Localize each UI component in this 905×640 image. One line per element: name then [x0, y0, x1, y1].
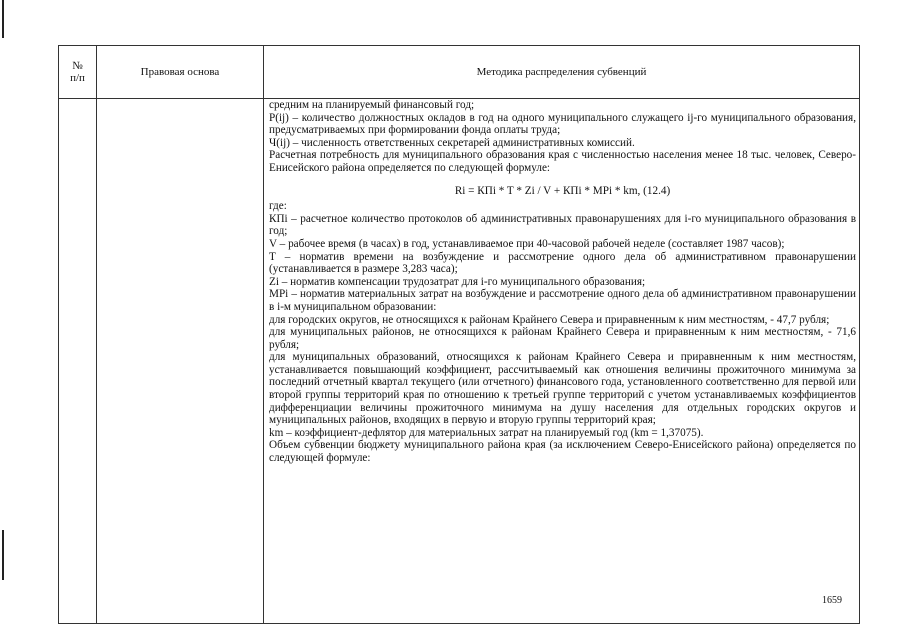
text-line: Ч(ij) – численность ответственных секретарей административных комиссий.: [269, 136, 635, 149]
page-number: 1659: [822, 595, 842, 606]
header-number: [59, 46, 97, 99]
text-line: P(ij) – количество должностных окладов в год на одного муниципального служащего ij-го муниципального образования, предусматриваемых при формировании фонда оплаты труда;: [269, 111, 856, 137]
header-number-line1: №: [72, 60, 83, 72]
text-line: КПi – расчетное количество протоколов об административных правонарушениях для i-го муниципального образования в год;: [269, 212, 856, 238]
cell-number: [59, 99, 97, 624]
methodology-text: [264, 99, 859, 465]
text-line: km – коэффициент-дефлятор для материальных затрат на планируемый год (km = 1,37075).: [269, 426, 704, 439]
table-header-row: [59, 46, 860, 99]
cell-methodology: [264, 99, 860, 624]
scan-edge-mark: [2, 0, 4, 38]
text-line: MPi – норматив материальных затрат на возбуждение и рассмотрение одного дела об административном правонарушении в i-м муниципальном образовании:: [269, 288, 856, 313]
text-line: где:: [269, 200, 287, 213]
text-line: Расчетная потребность для муниципального образования края с численностью населения менее 18 тыс. человек, Северо-Енисейского района определяется по следующей формуле:: [269, 149, 856, 174]
text-line: для муниципальных образований, относящихся к районам Крайнего Севера и приравненным к ним местностям, устанавливается повышающий коэффициент, рассчитываемый как отношения величины прожиточного минимума за последний отчетный квартал текущего (или отчетного) финансового года, установленного соответственно для первой или второй группы территорий края по отношению к третьей группе территорий с учетом устанавливаемых коэффициентов дифференциации величины прожиточного минимума на душу населения для отдельных городских округов и муниципальных районов, входящих в первую и вторую группы территорий края;: [269, 351, 856, 427]
text-line: для городских округов, не относящихся к районам Крайнего Севера и приравненным к ним местностям, - 47,7 рубля;: [269, 313, 830, 326]
text-line: T – норматив времени на возбуждение и рассмотрение одного дела об административном правонарушении (устанавливается в размере 3,283 часа);: [269, 250, 856, 276]
formula: Ri = КПi * T * Zi / V + КПi * MPi * km, (12.4): [454, 184, 671, 197]
text-line: Объем субвенции бюджету муниципального района края (за исключением Северо-Енисейского района) определяется по следующей формуле:: [269, 439, 856, 465]
text-line: средним на планируемый финансовый год;: [269, 99, 475, 111]
text-line: V – рабочее время (в часах) в год, устанавливаемое при 40-часовой рабочей неделе (составляет 1987 часов);: [269, 237, 785, 250]
header-number-line2: п/п: [70, 72, 85, 84]
header-methodology: Методика распределения субвенций: [264, 46, 860, 99]
text-line: Zi – норматив компенсации трудозатрат для i-го муниципального образования;: [269, 275, 646, 288]
subvention-table: [58, 45, 860, 624]
text-line: для муниципальных районов, не относящихся к районам Крайнего Севера и приравненным к ним местностям, - 71,6 рубля;: [269, 326, 856, 351]
table-row: [59, 99, 860, 624]
cell-legal-basis: [97, 99, 264, 624]
scan-edge-mark: [2, 530, 4, 580]
header-legal-basis: Правовая основа: [97, 46, 264, 99]
